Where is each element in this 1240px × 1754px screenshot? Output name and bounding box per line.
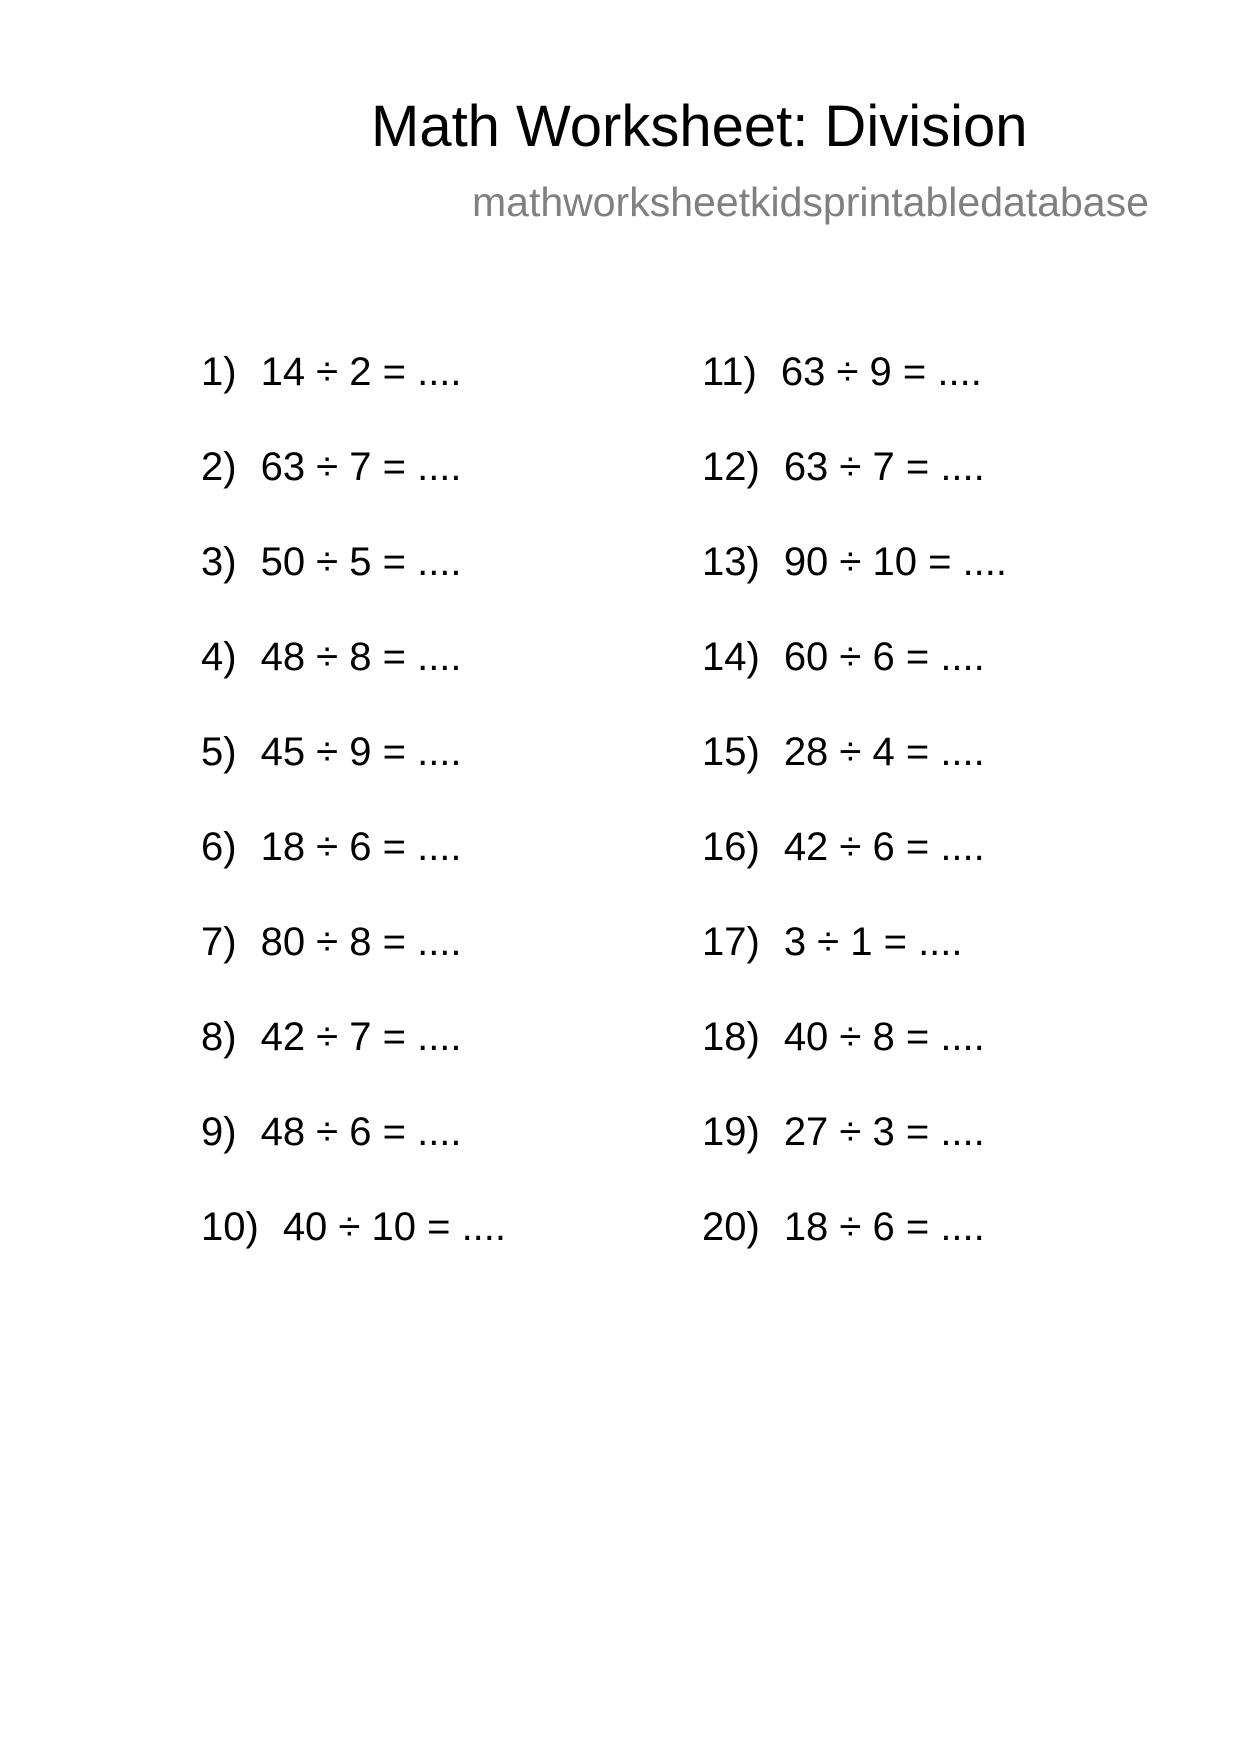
problem-19 — [702, 1112, 1007, 1207]
problem-number: 5) — [201, 730, 237, 774]
problem-expression: 63 ÷ 7 = .... — [260, 445, 462, 489]
problem-2 — [201, 447, 506, 542]
problem-20 — [702, 1207, 1007, 1302]
problem-11 — [702, 352, 1007, 447]
problem-14 — [702, 637, 1007, 732]
problem-expression: 63 ÷ 7 = .... — [783, 445, 985, 489]
problem-column-left — [201, 352, 506, 1302]
problem-expression: 40 ÷ 8 = .... — [783, 1015, 985, 1059]
problem-number: 16) — [702, 825, 760, 869]
problem-3 — [201, 542, 506, 637]
problem-16 — [702, 827, 1007, 922]
problem-expression: 28 ÷ 4 = .... — [783, 730, 985, 774]
problem-8 — [201, 1017, 506, 1112]
problem-7 — [201, 922, 506, 1017]
problem-expression: 50 ÷ 5 = .... — [260, 540, 462, 584]
problem-expression: 45 ÷ 9 = .... — [260, 730, 462, 774]
problem-number: 8) — [201, 1015, 237, 1059]
problem-number: 18) — [702, 1015, 760, 1059]
problem-number: 11) — [702, 350, 757, 394]
problem-9 — [201, 1112, 506, 1207]
problem-number: 15) — [702, 730, 760, 774]
problem-10 — [201, 1207, 506, 1302]
problem-13 — [702, 542, 1007, 637]
problem-17 — [702, 922, 1007, 1017]
problem-expression: 18 ÷ 6 = .... — [260, 825, 462, 869]
problem-expression: 80 ÷ 8 = .... — [260, 920, 462, 964]
problem-number: 1) — [201, 350, 237, 394]
problem-expression: 90 ÷ 10 = .... — [783, 540, 1008, 584]
problem-expression: 48 ÷ 8 = .... — [260, 635, 462, 679]
problem-number: 4) — [201, 635, 237, 679]
problem-number: 13) — [702, 540, 760, 584]
problem-4 — [201, 637, 506, 732]
problem-expression: 3 ÷ 1 = .... — [783, 920, 963, 964]
problem-expression: 42 ÷ 7 = .... — [260, 1015, 462, 1059]
problem-5 — [201, 732, 506, 827]
problem-number: 9) — [201, 1110, 237, 1154]
problem-expression: 42 ÷ 6 = .... — [783, 825, 985, 869]
problem-number: 2) — [201, 445, 237, 489]
problem-expression: 27 ÷ 3 = .... — [783, 1110, 985, 1154]
problem-18 — [702, 1017, 1007, 1112]
problem-number: 12) — [702, 445, 760, 489]
problem-6 — [201, 827, 506, 922]
problem-expression: 18 ÷ 6 = .... — [783, 1205, 985, 1249]
problem-number: 19) — [702, 1110, 760, 1154]
problem-column-right — [702, 352, 1007, 1302]
problem-1 — [201, 352, 506, 447]
problem-12 — [702, 447, 1007, 542]
problem-number: 10) — [201, 1205, 259, 1249]
problem-number: 7) — [201, 920, 237, 964]
problem-expression: 60 ÷ 6 = .... — [783, 635, 985, 679]
problem-15 — [702, 732, 1007, 827]
problem-expression: 63 ÷ 9 = .... — [780, 350, 982, 394]
problem-expression: 40 ÷ 10 = .... — [282, 1205, 507, 1249]
problem-number: 17) — [702, 920, 760, 964]
worksheet-subtitle: mathworksheetkidsprintabledatabase — [472, 179, 1149, 225]
problem-number: 20) — [702, 1205, 760, 1249]
problem-expression: 48 ÷ 6 = .... — [260, 1110, 462, 1154]
worksheet-title: Math Worksheet: Division — [371, 94, 1028, 159]
problem-number: 6) — [201, 825, 237, 869]
problem-number: 14) — [702, 635, 760, 679]
problem-number: 3) — [201, 540, 237, 584]
problem-expression: 14 ÷ 2 = .... — [260, 350, 462, 394]
